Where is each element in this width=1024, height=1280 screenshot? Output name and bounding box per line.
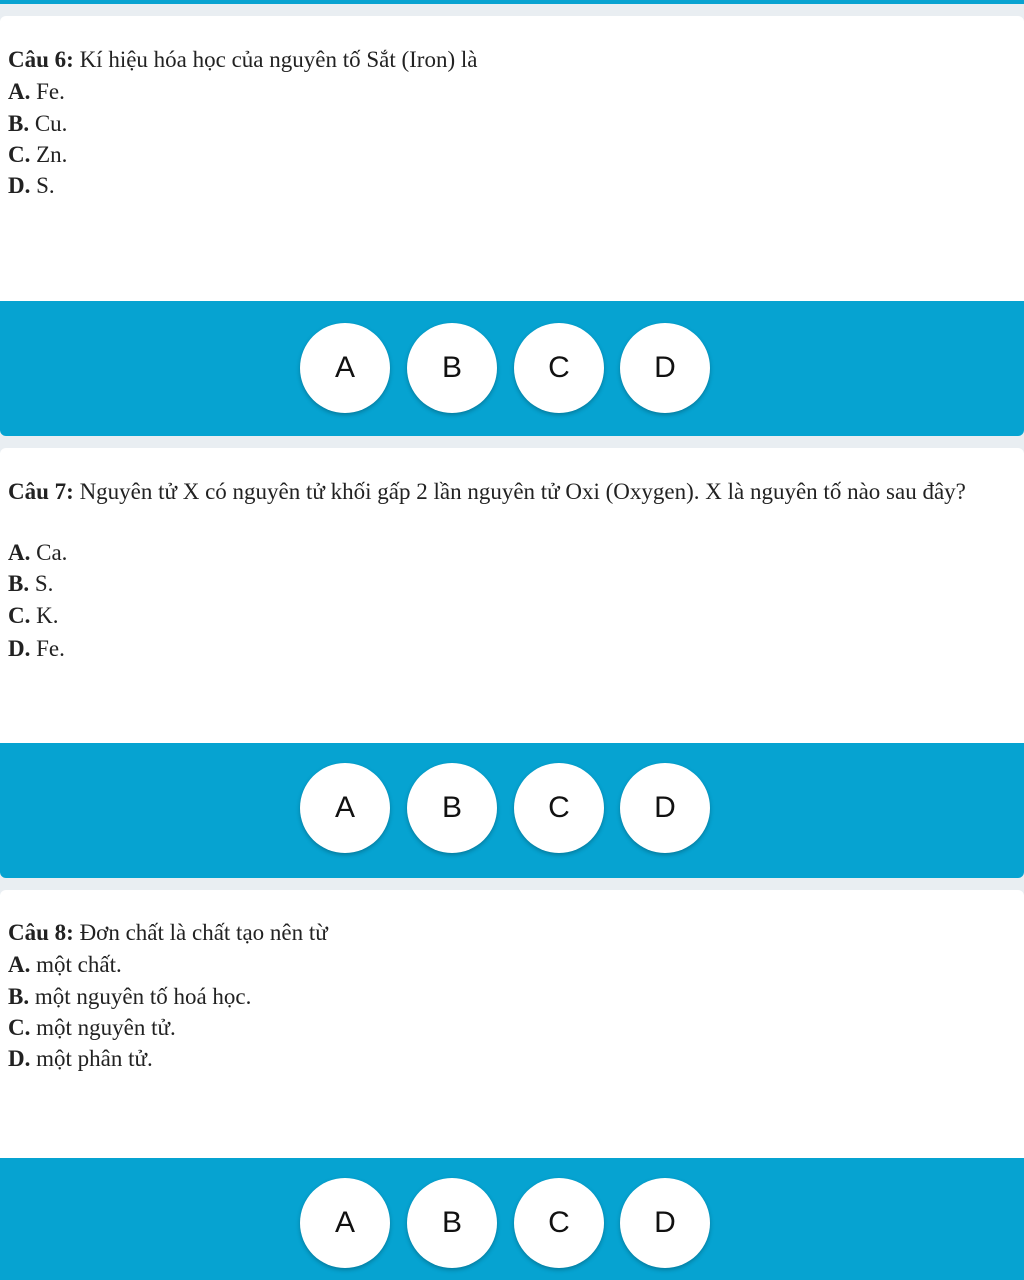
option-d: D. S. [8,173,55,198]
question-card-8 [0,890,1024,1280]
answer-button-c[interactable]: C [514,323,604,413]
question-number: Câu 6: [8,47,74,72]
question-card-7 [0,448,1024,878]
answer-bar [0,301,1024,436]
question-card-6 [0,16,1024,436]
answer-button-a[interactable]: A [300,1178,390,1268]
option-b: B. Cu. [8,111,68,136]
option-d: D. Fe. [8,636,65,661]
option-a: A. Fe. [8,79,65,104]
answer-bar [0,743,1024,878]
question-text [8,476,1010,507]
answer-button-d[interactable]: D [620,763,710,853]
question-text [8,44,1010,75]
question-body: Đơn chất là chất tạo nên từ [79,920,328,945]
option-b: B. một nguyên tố hoá học. [8,984,252,1009]
option-c: C. một nguyên tử. [8,1015,176,1040]
question-number: Câu 7: [8,479,74,504]
answer-button-a[interactable]: A [300,323,390,413]
question-body: Kí hiệu hóa học của nguyên tố Sắt (Iron) là [79,47,478,72]
answer-button-d[interactable]: D [620,323,710,413]
top-accent-bar [0,0,1024,4]
answer-bar [0,1158,1024,1280]
option-b: B. S. [8,571,54,596]
option-a: A. một chất. [8,952,122,977]
answer-button-b[interactable]: B [407,763,497,853]
answer-button-b[interactable]: B [407,323,497,413]
option-c: C. K. [8,603,59,628]
option-a: A. Ca. [8,540,68,565]
question-body: Nguyên tử X có nguyên tử khối gấp 2 lần nguyên tử Oxi (Oxygen). X là nguyên tố nào sau đây? [79,479,966,504]
option-c: C. Zn. [8,142,68,167]
answer-button-b[interactable]: B [407,1178,497,1268]
answer-button-c[interactable]: C [514,763,604,853]
question-number: Câu 8: [8,920,74,945]
answer-button-a[interactable]: A [300,763,390,853]
option-d: D. một phân tử. [8,1046,153,1071]
answer-button-c[interactable]: C [514,1178,604,1268]
question-text [8,917,1010,948]
answer-button-d[interactable]: D [620,1178,710,1268]
